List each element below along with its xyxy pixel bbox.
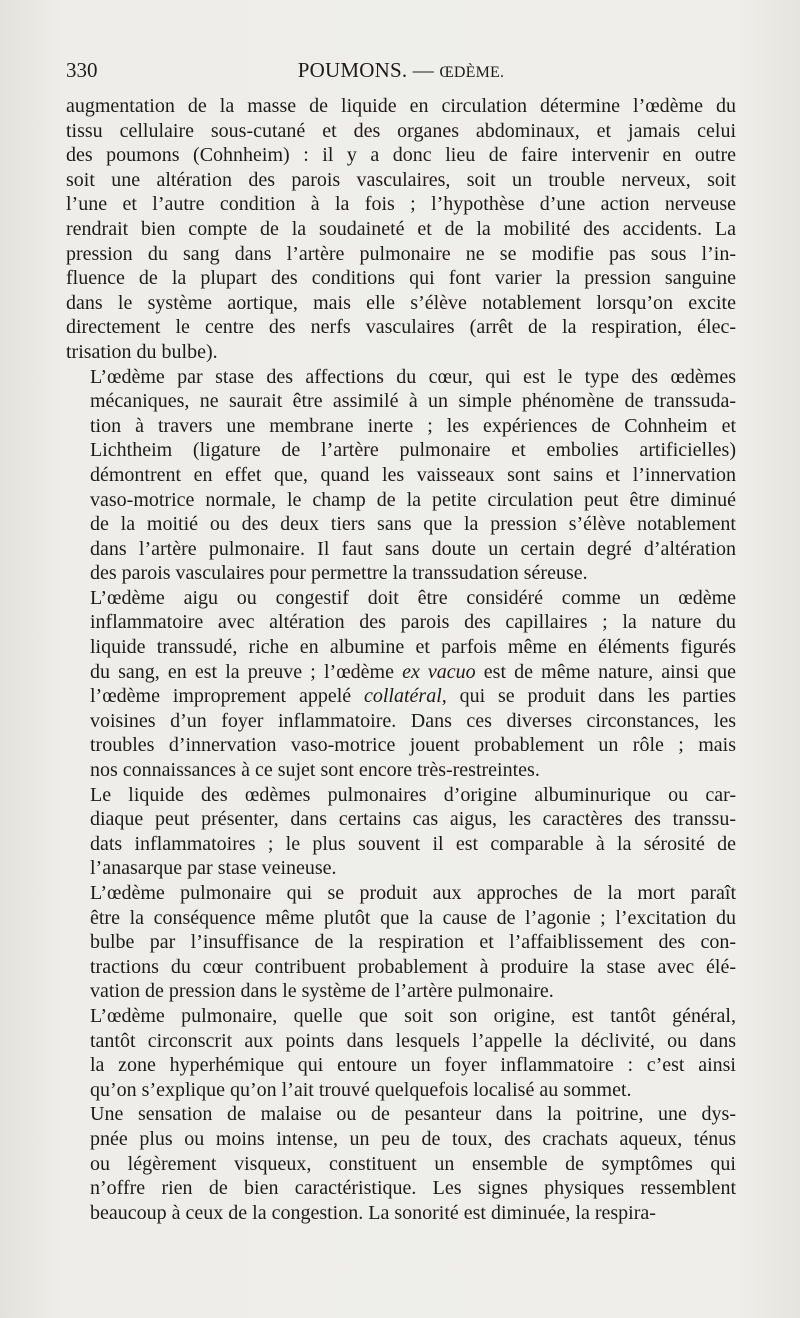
text-line: des parois vasculaires pour permettre la transsudation séreuse. [90,562,588,585]
text-line: tion à travers une membrane inerte ; les expériences de Cohnheim et [90,414,736,437]
paragraph [66,783,736,881]
text-line: l’une et l’autre condition à la fois ; l’hypothèse d’une action nerveuse [66,193,736,216]
text-line: beaucoup à ceux de la congestion. La sonorité est diminuée, la respira- [90,1201,656,1224]
body-text [66,94,736,1225]
text-line: du sang, en est la preuve ; l’œdème ex vacuo est de même nature, ainsi que [90,660,736,683]
text-line: Lichtheim (ligature de l’artère pulmonaire et embolies artificielles) [90,439,736,462]
text-line: tissu cellulaire sous-cutané et des organes abdominaux, et jamais celui [66,119,736,142]
text-line: être la conséquence même plutôt que la cause de l’agonie ; l’excitation du [90,906,736,929]
text-line: voisines d’un foyer inflammatoire. Dans ces diverses circonstances, les [90,709,736,732]
text-line: tractions du cœur contribuent probablement à produire la stase avec élé- [90,955,736,978]
text-line: inflammatoire avec altération des parois des capillaires ; la nature du [90,611,736,634]
paragraph [66,1004,736,1102]
paragraph [66,1102,736,1225]
text-line: n’offre rien de bien caractéristique. Les signes physiques ressemblent [90,1177,736,1200]
text-line: rendrait bien compte de la soudaineté et de la mobilité des accidents. La [66,217,736,240]
text-line: dans l’artère pulmonaire. Il faut sans doute un certain degré d’altération [90,537,736,560]
text-line: des poumons (Cohnheim) : il y a donc lieu de faire intervenir en outre [66,144,736,167]
paragraph [66,365,736,586]
page-number: 330 [66,58,98,82]
text-line: de la moitié ou des deux tiers sans que la pression s’élève notablement [90,513,736,536]
running-head-subtitle: ŒDÈME. [439,64,505,81]
text-line: dats inflammatoires ; le plus souvent il est comparable à la sérosité de [90,832,736,855]
text-line: la zone hyperhémique qui entoure un foyer inflammatoire : c’est ainsi [90,1054,736,1077]
text-line: l’anasarque par stase veineuse. [90,857,337,880]
text-line: bulbe par l’insuffisance de la respiration et l’affaiblissement des con- [90,931,736,954]
text-line: ou légèrement visqueux, constituent un ensemble de symptômes qui [90,1152,736,1175]
text-line: augmentation de la masse de liquide en circulation détermine l’œdème du [66,95,736,117]
italic-term: collatéral [364,685,442,708]
text-line: qu’on s’explique qu’on l’ait trouvé quelquefois localisé au sommet. [90,1078,632,1101]
text-line: l’œdème improprement appelé collatéral, qui se produit dans les parties [90,685,736,708]
text-line: diaque peut présenter, dans certains cas aigus, les caractères des transsu- [90,808,736,831]
text-line: L’œdème par stase des affections du cœur, qui est le type des œdèmes [90,365,736,388]
paragraph [66,881,736,1004]
text-line: L’œdème pulmonaire, quelle que soit son origine, est tantôt général, [90,1004,736,1027]
page-header [66,58,736,88]
text-line: démontrent en effet que, quand les vaisseaux sont sains et l’innervation [90,463,736,486]
text-line: soit une altération des parois vasculaires, soit un trouble nerveux, soit [66,168,736,191]
text-line: fluence de la plupart des conditions qui font varier la pression sanguine [66,267,736,290]
text-line: directement le centre des nerfs vasculaires (arrêt de la respiration, élec- [66,316,736,339]
text-line: pression du sang dans l’artère pulmonaire ne se modifie pas sous l’in- [66,242,736,265]
text-line: tantôt circonscrit aux points dans lesquels l’appelle la déclivité, ou dans [90,1029,736,1052]
text-line: mécaniques, ne saurait être assimilé à un simple phénomène de transsuda- [90,390,736,413]
paragraph [66,586,736,783]
text-line: pnée plus ou moins intense, un peu de toux, des crachats aqueux, ténus [90,1127,736,1150]
text-line: troubles d’innervation vaso-motrice jouent probablement un rôle ; mais [90,734,736,757]
text-line: trisation du bulbe). [66,340,218,363]
paragraph [66,94,736,365]
text-line: nos connaissances à ce sujet sont encore très-restreintes. [90,759,540,782]
text-line: liquide transsudé, riche en albumine et parfois même en éléments figurés [90,636,736,659]
text-line: Une sensation de malaise ou de pesanteur dans la poitrine, une dys- [90,1103,736,1126]
running-head-title: POUMONS. [297,58,408,82]
text-line: dans le système aortique, mais elle s’élève notablement lorsqu’on excite [66,291,736,314]
text-line: L’œdème pulmonaire qui se produit aux approches de la mort paraît [90,882,736,904]
text-line: Le liquide des œdèmes pulmonaires d’origine albuminurique ou car- [90,783,736,806]
running-head-separator: — [407,58,440,82]
text-line: L’œdème aigu ou congestif doit être considéré comme un œdème [90,586,736,609]
text-line: vaso-motrice normale, le champ de la petite circulation peut être diminué [90,488,736,511]
text-line: vation de pression dans le système de l’artère pulmonaire. [90,980,554,1003]
italic-term: ex vacuo [402,660,476,683]
running-head [66,58,736,83]
